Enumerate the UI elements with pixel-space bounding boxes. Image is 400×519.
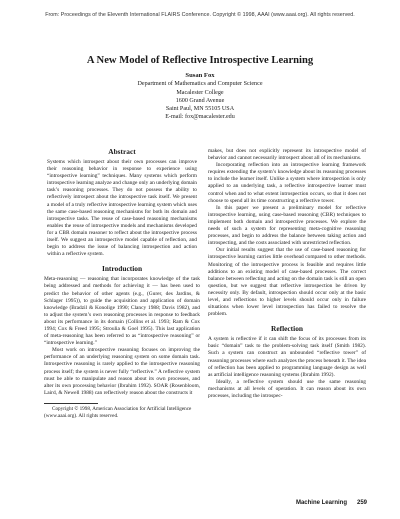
body-paragraph-2: Incorporating reflection into an introspective learning framework requires extending the system’s knowledge about its reasoning processes to include the learner itself. Unlike a system where introspection is only applied to an underlying task, a reflective introspective learner must control when and to what extent introspection occurs, so that it does not choose to spend all its time constructing a reflective tower.: [208, 162, 366, 204]
reflection-paragraph-2: Ideally, a reflective system should use the same reasoning mechanisms at all levels of operation. It can reason about its own processes, including the introspec-: [208, 378, 366, 399]
author-college: Macalester College: [176, 89, 224, 96]
abstract-text: Systems which introspect about their own processes can improve their reasoning behavior in response to experience using “introspective learning” techniques. Many systems which perform introspective learning analyze and change only an underlying domain task’s reasoning processes. They do not possess the ability to reflectively introspect about the introspective task itself. We present a model of a truly reflective introspective learning system which uses the same case-based reasoning mechanisms for both its domain and introspective tasks. The reuse of case-based reasoning mechanisms enables the reuse of introspective models and mechanisms developed for a CBR domain reasoner to reflect about the introspective process itself. We suggest an introspective model capable of reflection, and begin to address the issue of balancing introspection and action within a reflective system.: [47, 159, 197, 258]
introduction-paragraph-2: Most work on introspective reasoning focuses on improving the performance of an underlying reasoning system on some domain task. Introspective reasoning is rarely applied to the introspective reasoning process itself; the system is never fully “reflective.” A reflective system must be able to manipulate and reason about its own processes, and alter its own processing behavior (Ibrahim 1992). SOAR (Rosenbloom, Laird, & Newell 1988) can reflectively reason about the constructs it: [44, 347, 200, 396]
introduction-paragraph-1: Meta-reasoning — reasoning that incorporates knowledge of the task being addressed and methods for achieving it — has been used to predict the behavior of other agents (e.g., (Gurer, des Jardins, & Schlager 1995)), to guide the acquisition and application of domain knowledge (Bradzil & Konolige 1990; Clancy 1988; Davis 1982), and to adjust the system’s own reasoning processes in response to feedback about its performance in its domain (Collins et al. 1993; Ram & Cox 1994; Cox & Freed 1995; Stroulia & Goel 1995). This last application of meta-reasoning has been referred to as “introspective reasoning” or “introspective learning.”: [44, 276, 200, 347]
body-paragraph-4: Our initial results suggest that the use of case-based reasoning for introspective learning carries little overhead compared to other methods. Monitoring of the introspective process is feasible and requires little additions to an existing model of case-based processes. The correct balance between reflecting and acting on the domain task is still an open question, but we suggest that reflective introspection be driven by necessity only. By default, introspection should occur only at the basic level, and reflections to higher levels should occur only in failure situations when lower level introspection has failed to resolve the problem.: [208, 247, 366, 318]
copyright-footnote: Copyright © 1998, American Association for Artificial Intelligence (www.aaai.org). All rights reserved.: [44, 405, 192, 419]
page-footer: [286, 500, 367, 506]
author-city: Saint Paul, MN 55105 USA: [165, 106, 235, 113]
proceedings-note: From: Proceedings of the Eleventh International FLAIRS Conference. Copyright © 1998, AAAI (www.aaai.org). All rights reserved.: [45, 12, 355, 18]
author-block: [0, 72, 400, 122]
left-column: [44, 147, 200, 419]
abstract-heading: Abstract: [108, 147, 136, 156]
author-street: 1600 Grand Avenue: [175, 97, 225, 104]
footnote-rule: [44, 403, 98, 404]
body-paragraph-3: In this paper we present a preliminary model for reflective introspective learning, using case-based reasoning (CBR) techniques to implement both domain and introspective processes. We explore the needs of such a system for representing meta-cognitive reasoning processes, and begin to address the balance between taking action and introspecting, and the costs associated with unrestricted reflection.: [208, 204, 366, 247]
body-paragraph-1: makes, but does not explicitly represent its introspective model of behavior and cannot necessarily introspect about all of its mechanisms.: [208, 148, 366, 162]
author-name: Susan Fox: [185, 72, 215, 79]
page-number: 259: [356, 500, 367, 506]
paper-title: A New Model of Reflective Introspective Learning: [86, 55, 314, 66]
author-department: Department of Mathematics and Computer Science: [137, 81, 263, 88]
footer-section: Machine Learning: [295, 500, 347, 506]
reflection-paragraph-1: A system is reflective if it can shift the focus of its processes from its basic “domain” task to the problem-solving task itself (Smith 1982). Such a system can construct an unbounded “reflective tower” of reasoning processes where each analyzes the process beneath it. The idea of reflection has been applied to programming language design as well as artificial intelligence reasoning systems (Ibrahim 1992).: [208, 336, 366, 378]
right-column: [208, 148, 366, 400]
introduction-heading: Introduction: [101, 264, 143, 274]
author-email: E-mail: fox@macalester.edu: [165, 114, 235, 121]
reflection-heading: Reflection: [270, 324, 303, 334]
